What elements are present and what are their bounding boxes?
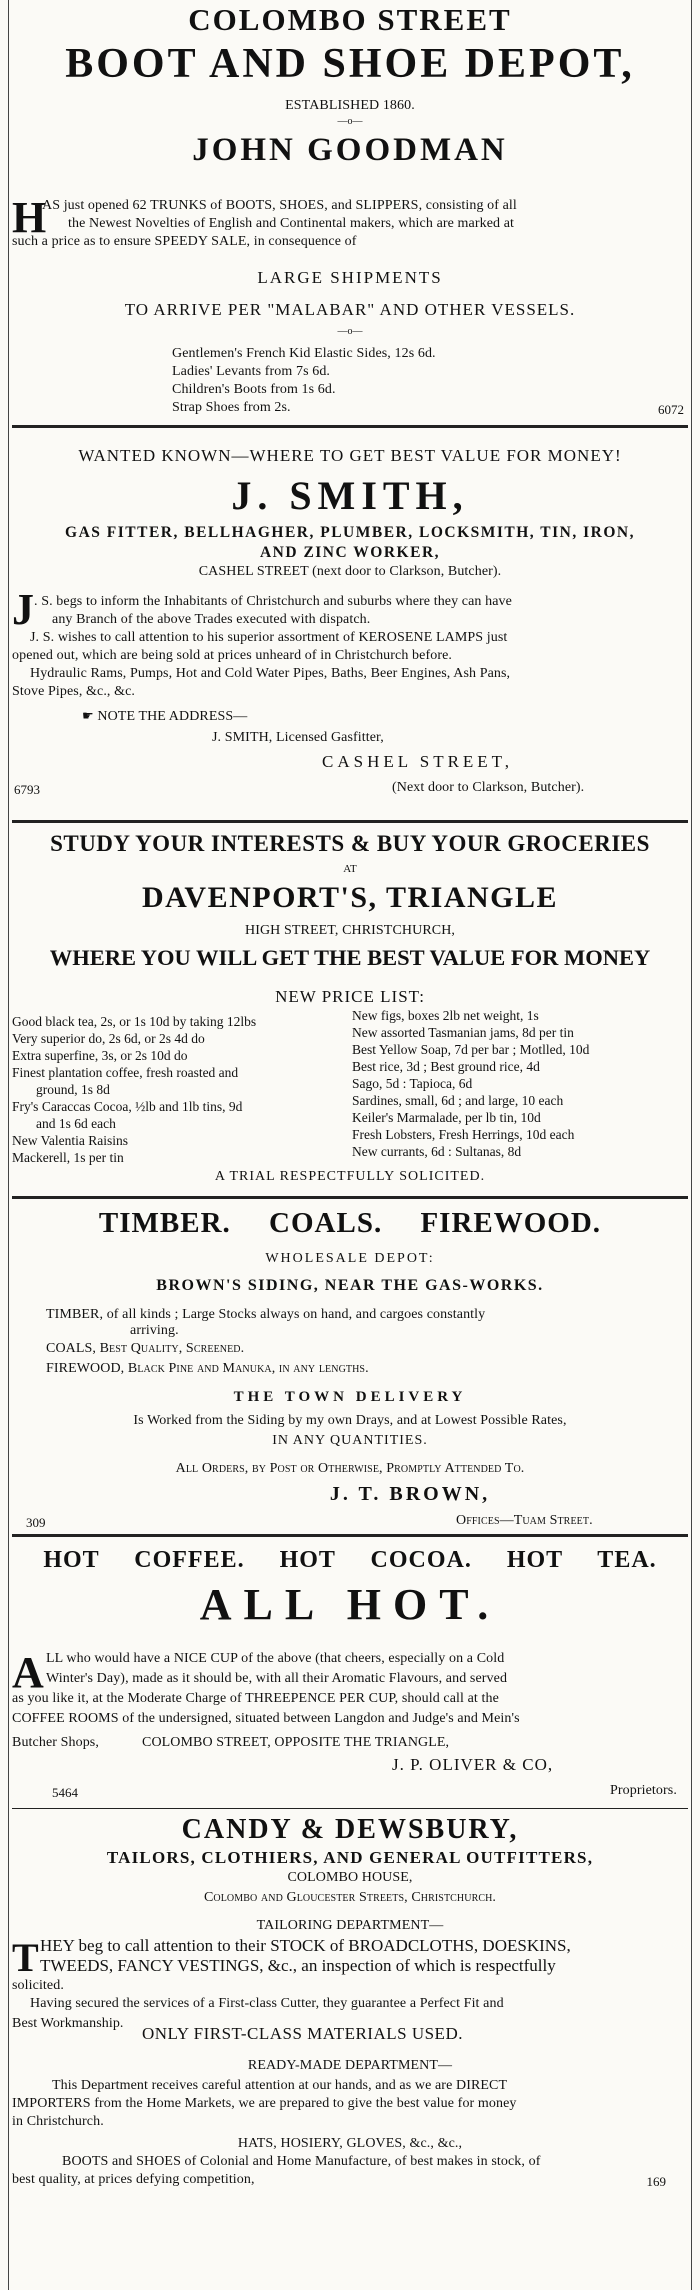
ad5-body-1: LL who would have a NICE CUP of the above (that cheers, especially on a Cold <box>46 1651 505 1666</box>
ad2-body-2: any Branch of the above Trades executed with dispatch. <box>52 612 371 627</box>
ad3-right-item: Sardines, small, 6d ; and large, 10 each <box>352 1093 564 1108</box>
ad5-number: 5464 <box>52 1785 78 1800</box>
ad3-left-item: Extra superfine, 3s, or 2s 10d do <box>12 1048 188 1063</box>
pointing-hand-icon: ☛ <box>82 708 94 723</box>
ad2-body-5: Hydraulic Rams, Pumps, Hot and Cold Water Pipes, Baths, Beer Engines, Ash Pans, <box>30 666 511 681</box>
ad3-right-item: Best Yellow Soap, 7d per bar ; Motlled, 10d <box>352 1042 590 1057</box>
ad6-body1-3: solicited. <box>12 1978 64 1993</box>
ad3-left-item: and 1s 6d each <box>36 1116 116 1131</box>
ad5-body-4: COFFEE ROOMS of the undersigned, situated between Langdon and Judge's and Mein's <box>12 1711 520 1726</box>
ad2-body-3: J. S. wishes to call attention to his superior assortment of KEROSENE LAMPS just <box>30 630 508 645</box>
ad4-coals: COALS, Best Quality, Screened. <box>46 1341 245 1356</box>
ad2-body-1: . S. begs to inform the Inhabitants of Christchurch and suburbs where they can have <box>34 594 512 609</box>
ad2-sign-1: J. SMITH, Licensed Gasfitter, <box>212 730 384 745</box>
ad3-address: HIGH STREET, CHRISTCHURCH, <box>244 923 456 938</box>
ad2-address: CASHEL STREET (next door to Clarkson, Butcher). <box>198 564 502 579</box>
ad2-trades-1: GAS FITTER, BELLHAGHER, PLUMBER, LOCKSMITH, TIN, IRON, <box>65 524 635 541</box>
ad6-boots-2: best quality, at prices defying competition, <box>12 2172 255 2187</box>
ad6-dept-2: READY-MADE DEPARTMENT— <box>247 2058 453 2073</box>
ad5-body-5: Butcher Shops, <box>12 1735 99 1750</box>
ad1-price-2: Ladies' Levants from 7s 6d. <box>172 364 331 379</box>
ad1-body-1: AS just opened 62 TRUNKS of BOOTS, SHOES, and SLIPPERS, consisting of all <box>42 198 517 213</box>
ad3-left-item: ground, 1s 8d <box>36 1082 110 1097</box>
ad6-house: COLOMBO HOUSE, <box>287 1870 413 1885</box>
ad4-quantities: IN ANY QUANTITIES. <box>272 1433 428 1448</box>
ad4-number: 309 <box>26 1515 46 1530</box>
ad4-firewood: FIREWOOD, Black Pine and Manuka, in any lengths. <box>46 1361 369 1376</box>
ad6-body2-2: IMPORTERS from the Home Markets, we are prepared to give the best value for money <box>12 2096 517 2111</box>
ad6-body1-1: HEY beg to call attention to their STOCK of BROADCLOTHS, DOESKINS, <box>40 1936 571 1955</box>
ad3-list-title: NEW PRICE LIST: <box>275 987 425 1006</box>
ad3-left-item: Good black tea, 2s, or 1s 10d by taking 12lbs <box>12 1014 257 1029</box>
ad6-body1-2: TWEEDS, FANCY VESTINGS, &c., an inspection of which is respectfully <box>40 1956 556 1975</box>
ad1-line1: COLOMBO STREET <box>188 2 512 37</box>
ad1-established: ESTABLISHED 1860. <box>285 98 415 113</box>
ad4-location: BROWN'S SIDING, NEAR THE GAS-WORKS. <box>156 1277 544 1294</box>
ad3-right-item: New assorted Tasmanian jams, 8d per tin <box>352 1025 574 1040</box>
ad2-trades-2: AND ZINC WORKER, <box>259 544 441 561</box>
ad2-name: J. SMITH, <box>231 473 469 518</box>
ad2-sign-2: CASHEL STREET, <box>322 752 514 771</box>
ad1-body-2: the Newest Novelties of English and Continental makers, which are marked at <box>68 216 515 231</box>
ad3-left-item: Very superior do, 2s 6d, or 2s 4d do <box>12 1031 205 1046</box>
ad3-name: DAVENPORT'S, TRIANGLE <box>141 881 559 914</box>
ad6-body2-3: in Christchurch. <box>12 2114 104 2129</box>
ad-all-hot <box>12 1537 688 1807</box>
ad1-drop-cap: H <box>12 193 47 242</box>
ad4-offices: Offices—Tuam Street. <box>456 1513 593 1528</box>
ad6-dept-1: TAILORING DEPARTMENT— <box>256 1918 444 1933</box>
ad1-number: 6072 <box>658 402 684 417</box>
ad2-headline: WANTED KNOWN—WHERE TO GET BEST VALUE FOR MONEY! <box>78 446 622 465</box>
ad6-streets: Colombo and Gloucester Streets, Christchurch. <box>203 1890 497 1905</box>
ad6-drop-cap: T <box>12 1935 39 1980</box>
ad6-trades: TAILORS, CLOTHIERS, AND GENERAL OUTFITTERS, <box>106 1848 594 1867</box>
ad1-shipments-1: LARGE SHIPMENTS <box>257 268 443 287</box>
ad5-proprietors: Proprietors. <box>610 1783 677 1798</box>
ad5-big: ALL HOT. <box>199 1580 501 1629</box>
ad3-headline: STUDY YOUR INTERESTS & BUY YOUR GROCERIES <box>50 831 650 856</box>
ad3-right-item: Keiler's Marmalade, per lb tin, 10d <box>352 1110 541 1125</box>
ad3-right-item: Best rice, 3d ; Best ground rice, 4d <box>352 1059 540 1074</box>
ad2-number: 6793 <box>14 782 40 797</box>
ad5-drop-cap: A <box>12 1648 44 1697</box>
ad1-price-1: Gentlemen's French Kid Elastic Sides, 12s 6d. <box>172 346 436 361</box>
ad1-shipments-2: TO ARRIVE PER "MALABAR" AND OTHER VESSELS. <box>124 300 576 319</box>
ad5-sign: J. P. OLIVER & CO, <box>392 1755 554 1774</box>
ad-davenports <box>12 823 688 1223</box>
ad6-hats: HATS, HOSIERY, GLOVES, &c., &c., <box>237 2136 463 2151</box>
ad-boot-shoe-depot <box>12 0 688 418</box>
ad3-right-item: Sago, 5d : Tapioca, 6d <box>352 1076 473 1091</box>
ad3-left-item: New Valentia Raisins <box>12 1133 128 1148</box>
ad5-body-3: as you like it, at the Moderate Charge of THREEPENCE PER CUP, should call at the <box>12 1691 499 1706</box>
ad4-timber-2: arriving. <box>130 1323 179 1338</box>
right-column-rule <box>691 0 692 2290</box>
ad2-note-text: NOTE THE ADDRESS— <box>97 709 248 724</box>
ad1-price-4: Strap Shoes from 2s. <box>172 400 291 415</box>
ad1-ornament-2: —o— <box>337 326 363 337</box>
ad3-right-item: New currants, 6d : Sultanas, 8d <box>352 1144 522 1159</box>
ad6-body2-1: This Department receives careful attention at our hands, and as we are DIRECT <box>52 2078 508 2093</box>
ad3-left-item: Fry's Caraccas Cocoa, ½lb and 1lb tins, 9d <box>12 1099 243 1114</box>
ad1-line2: BOOT AND SHOE DEPOT, <box>65 41 635 87</box>
ad3-footer: A TRIAL RESPECTFULLY SOLICITED. <box>214 1169 486 1184</box>
ad1-price-3: Children's Boots from 1s 6d. <box>172 382 336 397</box>
left-column-rule <box>8 0 9 2290</box>
ad4-delivery: THE TOWN DELIVERY <box>233 1389 467 1405</box>
ad-j-smith <box>12 428 688 818</box>
ad2-body-6: Stove Pipes, &c., &c. <box>12 684 136 699</box>
ad6-name: CANDY & DEWSBURY, <box>181 1814 519 1845</box>
ad4-headline: TIMBER. COALS. FIREWOOD. <box>98 1207 602 1239</box>
ad2-sign-3: (Next door to Clarkson, Butcher). <box>392 780 585 795</box>
ad1-ornament: —o— <box>337 116 363 127</box>
ad4-orders: All Orders, by Post or Otherwise, Promptly Attended To. <box>175 1461 525 1476</box>
ad3-at: AT <box>343 863 357 875</box>
ad-candy-dewsbury <box>12 1810 688 2290</box>
ad2-drop-cap: J <box>12 585 34 634</box>
ad3-left-item: Mackerell, 1s per tin <box>12 1150 124 1165</box>
divider-5 <box>12 1808 688 1809</box>
ad6-body1-5: Best Workmanship. <box>12 2016 124 2031</box>
ad4-timber-1: TIMBER, of all kinds ; Large Stocks always on hand, and cargoes constantly <box>46 1307 486 1322</box>
ad1-name: JOHN GOODMAN <box>192 132 508 168</box>
ad4-sign: J. T. BROWN, <box>329 1483 491 1505</box>
ad6-number: 169 <box>646 2174 666 2189</box>
ad6-body1-4: Having secured the services of a First-class Cutter, they guarantee a Perfect Fit and <box>30 1996 504 2011</box>
ad4-worked: Is Worked from the Siding by my own Drays, and at Lowest Possible Rates, <box>133 1413 567 1428</box>
ad3-left-item: Finest plantation coffee, fresh roasted and <box>12 1065 239 1080</box>
ad5-body-2: Winter's Day), made as it should be, with all their Aromatic Flavours, and served <box>46 1671 508 1686</box>
ad5-headline: HOT COFFEE. HOT COCOA. HOT TEA. <box>43 1547 657 1573</box>
ad3-right-item: Fresh Lobsters, Fresh Herrings, 10d each <box>352 1127 575 1142</box>
ad6-boots-1: BOOTS and SHOES of Colonial and Home Manufacture, of best makes in stock, of <box>62 2154 541 2169</box>
ad3-right-item: New figs, boxes 2lb net weight, 1s <box>352 1008 539 1023</box>
ad2-note <box>82 708 688 725</box>
ad3-price-list-right <box>352 1007 688 1160</box>
ad3-price-list-left <box>12 1013 342 1166</box>
ad1-body-3: such a price as to ensure SPEEDY SALE, in consequence of <box>12 234 357 249</box>
ad2-body-4: opened out, which are being sold at prices unheard of in Christchurch before. <box>12 648 453 663</box>
ad5-street: COLOMBO STREET, OPPOSITE THE TRIANGLE, <box>142 1735 450 1750</box>
ad6-materials: ONLY FIRST-CLASS MATERIALS USED. <box>142 2024 463 2043</box>
ad4-depot: WHOLESALE DEPOT: <box>265 1251 435 1266</box>
ad3-tagline: WHERE YOU WILL GET THE BEST VALUE FOR MONEY <box>49 945 651 970</box>
